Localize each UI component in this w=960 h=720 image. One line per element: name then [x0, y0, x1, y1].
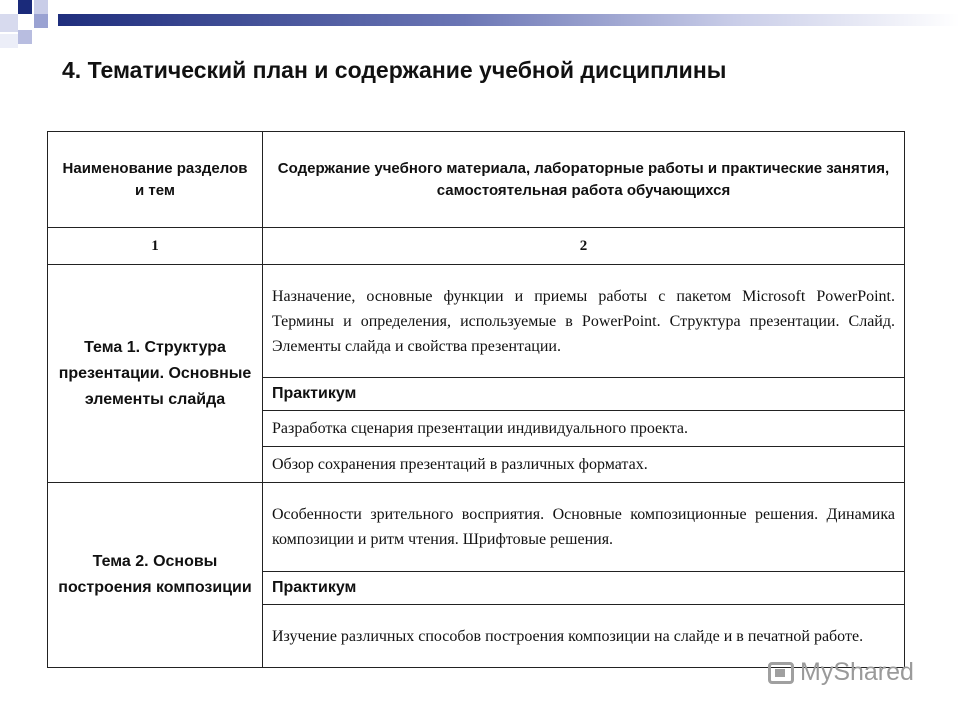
- table-number-row: [48, 228, 905, 265]
- title-accent-bar: [58, 14, 960, 26]
- corner-square: [34, 0, 48, 14]
- header-topics: Наименование разделов и тем: [48, 132, 263, 228]
- presentation-icon: [768, 662, 794, 684]
- column-number-2: 2: [263, 228, 905, 265]
- theme-1-practicum-item: Обзор сохранения презентаций в различных форматах.: [263, 447, 905, 483]
- theme-2-content: Особенности зрительного восприятия. Основные композиционные решения. Динамика композиции и ритм чтения. Шрифтовые решения.: [263, 483, 905, 572]
- theme-1-practicum-label: Практикум: [263, 378, 905, 411]
- thematic-plan-table: [47, 131, 905, 668]
- watermark: [768, 658, 914, 687]
- slide-title: 4. Тематический план и содержание учебной дисциплины: [62, 57, 727, 83]
- corner-square: [0, 14, 18, 32]
- watermark-text: MyShared: [800, 658, 914, 686]
- theme-1-content: Назначение, основные функции и приемы работы с пакетом Microsoft PowerPoint. Термины и определения, используемые в PowerPoint. Структура презентации. Слайд. Элементы слайда и свойства презентации.: [263, 265, 905, 378]
- corner-square: [18, 0, 32, 14]
- column-number-1: 1: [48, 228, 263, 265]
- table-row: [48, 483, 905, 572]
- table-row: [48, 265, 905, 378]
- theme-2-title: Тема 2. Основы построения композиции: [48, 483, 263, 668]
- table-header-row: [48, 132, 905, 228]
- header-content: Содержание учебного материала, лабораторные работы и практические занятия, самостоятельная работа обучающихся: [263, 132, 905, 228]
- theme-1-practicum-item: Разработка сценария презентации индивидуального проекта.: [263, 411, 905, 447]
- corner-square: [0, 34, 18, 48]
- theme-2-practicum-label: Практикум: [263, 572, 905, 605]
- theme-1-title: Тема 1. Структура презентации. Основные элементы слайда: [48, 265, 263, 483]
- theme-2-practicum-item: Изучение различных способов построения композиции на слайде и в печатной работе.: [263, 605, 905, 668]
- corner-square: [34, 14, 48, 28]
- corner-square: [18, 30, 32, 44]
